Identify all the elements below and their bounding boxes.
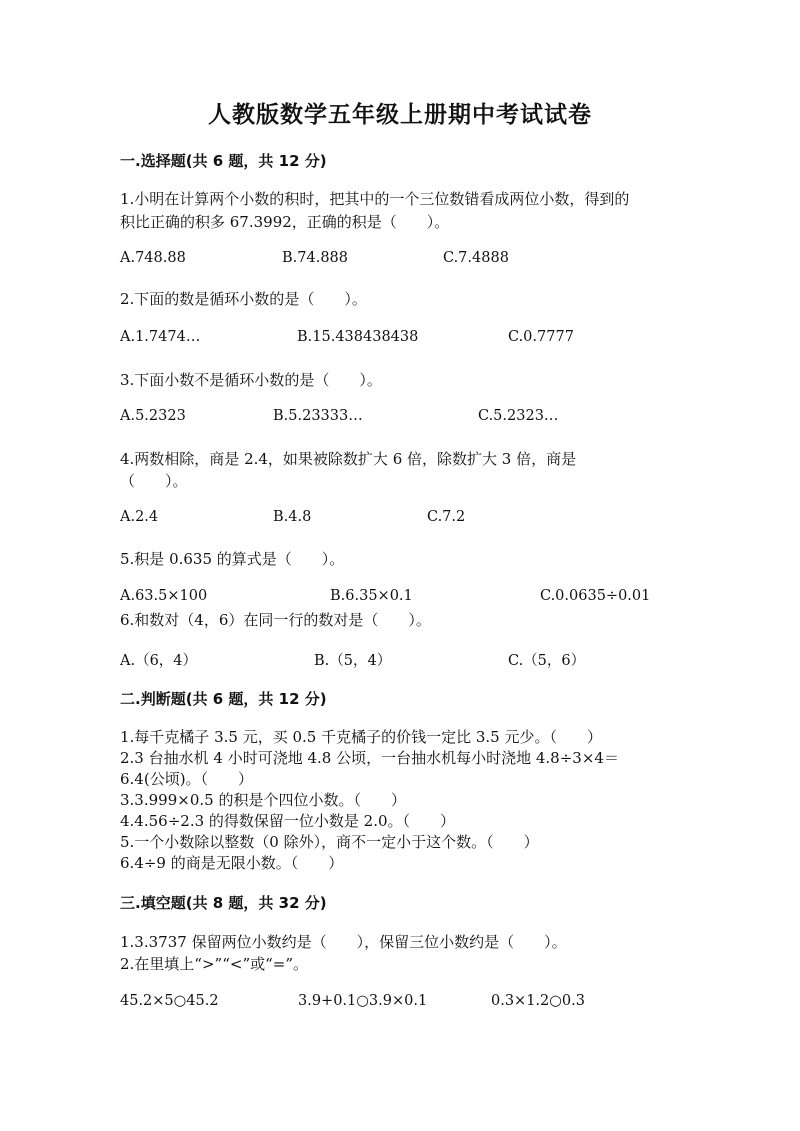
question-5-option-c: C.0.0635÷0.01 [540, 588, 651, 604]
question-5-option-b: B.6.35×0.1 [330, 588, 413, 604]
question-3-line-1: 3.下面小数不是循环小数的是（ ）。 [120, 371, 382, 389]
question-2-option-c: C.0.7777 [508, 329, 574, 345]
judgment-line-7: 6.4÷9 的商是无限小数。（ ） [120, 854, 344, 872]
judgment-line-1: 1.每千克橘子 3.5 元，买 0.5 千克橘子的价钱一定比 3.5 元少。（ ） [120, 728, 602, 746]
judgment-line-2: 2.3 台抽水机 4 小时可浇地 4.8 公顷，一台抽水机每小时浇地 4.8÷3×4＝ [120, 749, 619, 767]
compare-expression-2: 3.9+0.1○3.9×0.1 [298, 993, 428, 1009]
section-heading-choice: 一.选择题(共 6 题，共 12 分) [120, 152, 327, 170]
question-3-option-a: A.5.2323 [120, 408, 186, 424]
fill-line-2: 2.在里填上“>”“<”或“=”。 [120, 955, 309, 973]
question-4-option-a: A.2.4 [120, 509, 159, 525]
question-2-option-a: A.1.7474… [120, 329, 201, 345]
page-title: 人教版数学五年级上册期中考试试卷 [208, 101, 592, 128]
question-1-option-b: B.74.888 [282, 250, 349, 266]
judgment-line-6: 5.一个小数除以整数（0 除外），商不一定小于这个数。（ ） [120, 833, 539, 851]
question-3-option-c: C.5.2323… [478, 408, 559, 424]
section-heading-judgment: 二.判断题(共 6 题，共 12 分) [120, 690, 327, 708]
question-4-option-b: B.4.8 [273, 509, 312, 525]
compare-expression-1: 45.2×5○45.2 [120, 993, 219, 1009]
question-1-line-1: 1.小明在计算两个小数的积时，把其中的一个三位数错看成两位小数，得到的 [120, 190, 630, 208]
judgment-line-4: 3.3.999×0.5 的积是个四位小数。（ ） [120, 791, 406, 809]
compare-expression-3: 0.3×1.2○0.3 [491, 993, 585, 1009]
fill-line-1: 1.3.3737 保留两位小数约是（ ），保留三位小数约是（ ）。 [120, 933, 567, 951]
question-5-line-1: 5.积是 0.635 的算式是（ ）。 [120, 550, 345, 568]
question-4-line-2: （ ）。 [120, 472, 188, 490]
question-6-line-1: 6.和数对（4，6）在同一行的数对是（ ）。 [120, 611, 431, 629]
question-2-line-1: 2.下面的数是循环小数的是（ ）。 [120, 290, 367, 308]
question-2-option-b: B.15.438438438 [297, 329, 419, 345]
question-1-option-c: C.7.4888 [443, 250, 509, 266]
judgment-line-5: 4.4.56÷2.3 的得数保留一位小数是 2.0。（ ） [120, 812, 456, 830]
question-1-option-a: A.748.88 [120, 250, 186, 266]
judgment-line-3: 6.4(公顷)。（ ） [120, 770, 254, 788]
question-4-line-1: 4.两数相除，商是 2.4，如果被除数扩大 6 倍，除数扩大 3 倍，商是 [120, 450, 577, 468]
question-4-option-c: C.7.2 [427, 509, 466, 525]
question-6-option-a: A.（6，4） [120, 653, 198, 669]
question-6-option-b: B.（5，4） [314, 653, 392, 669]
question-1-line-2: 积比正确的积多 67.3992，正确的积是（ ）。 [120, 213, 450, 231]
question-6-option-c: C.（5，6） [508, 653, 586, 669]
section-heading-fill: 三.填空题(共 8 题，共 32 分) [120, 894, 327, 912]
question-3-option-b: B.5.23333… [273, 408, 363, 424]
question-5-option-a: A.63.5×100 [120, 588, 208, 604]
